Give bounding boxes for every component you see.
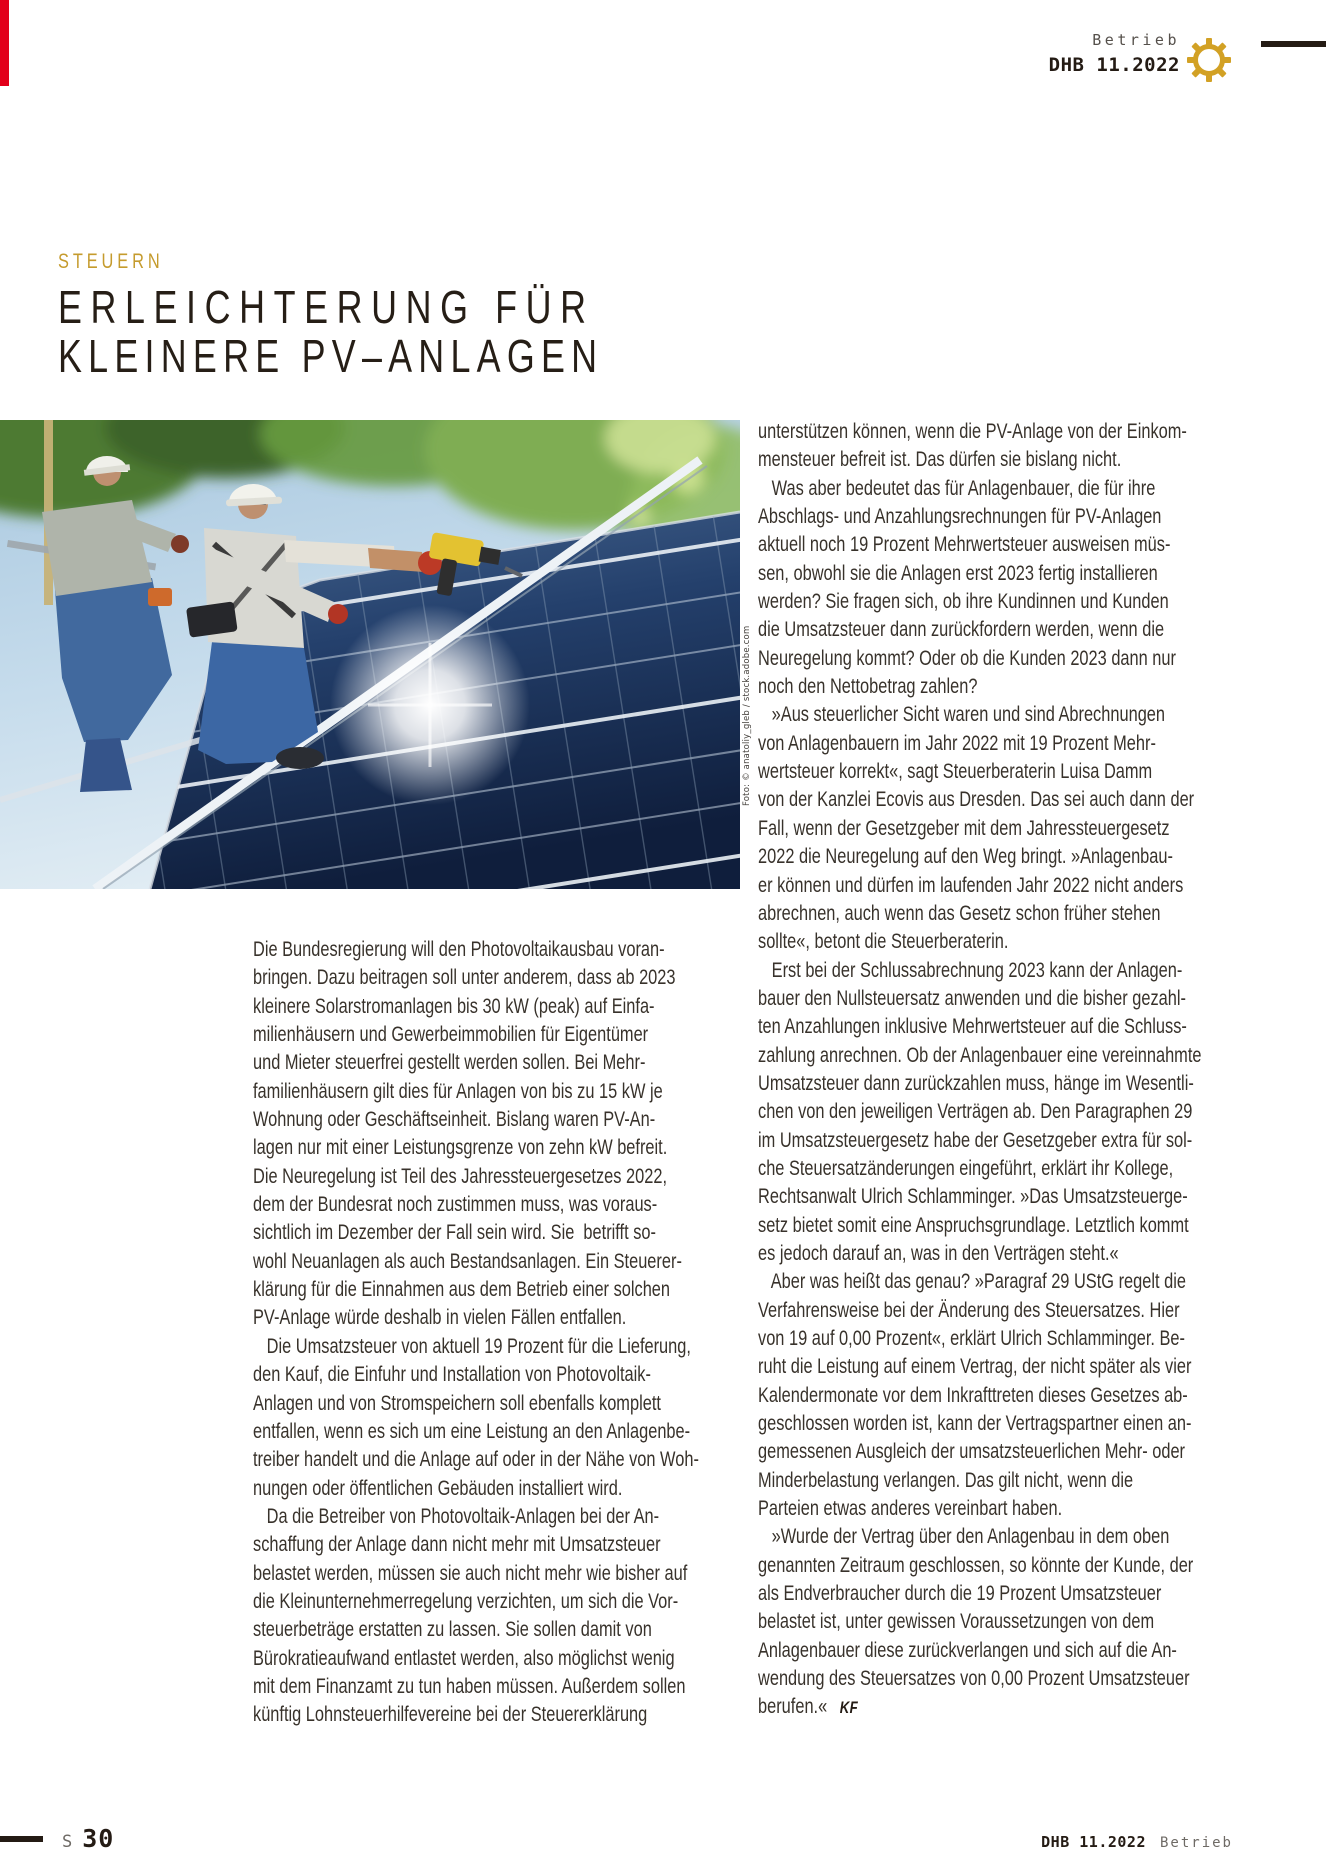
text-line: Anlagen und von Stromspeichern soll ebenfalls komplett (253, 1391, 661, 1415)
text-line: wendung des Steuersatzes von 0,00 Prozent Umsatzsteuer (758, 1667, 1190, 1691)
author-initials: KF (839, 1698, 859, 1718)
text-line: er können und dürfen im laufenden Jahr 2022 nicht anders (758, 873, 1184, 897)
text-line: unterstützen können, wenn die PV-Anlage von der Einkom- (758, 420, 1187, 443)
text-line: künftig Lohnsteuerhilfevereine bei der Steuererklärung (253, 1703, 648, 1727)
text-line: bauer den Nullsteuersatz anwenden und die bisher gezahl- (758, 986, 1186, 1010)
text-line: milienhäusern und Gewerbeimmobilien für Eigentümer (253, 1023, 649, 1047)
text-line (758, 1693, 1242, 1721)
text-line: wohl Neuanlagen als auch Bestandsanlagen. Ein Steuerer- (253, 1249, 682, 1273)
text-line: von 19 auf 0,00 Prozent«, erklärt Ulrich Schlamminger. Be- (758, 1327, 1186, 1350)
text-line: die Kleinunternehmerregelung verzichten, um sich die Vor- (253, 1589, 679, 1613)
text-line: Wohnung oder Geschäftseinheit. Bislang waren PV-An- (253, 1108, 656, 1132)
text-line: ruht die Leistung auf einem Vertrag, der nicht später als vier (758, 1355, 1192, 1379)
text-line: geschlossen worden ist, kann der Vertragspartner einen an- (758, 1412, 1192, 1436)
text-line: sollte«, betont die Steuerberaterin. (758, 930, 1009, 954)
text-line: familienhäusern gilt dies für Anlagen von bis zu 15 kW je (253, 1079, 663, 1103)
header-issue-label: DHB 11.2022 (1048, 54, 1180, 76)
header-section-label: Betrieb (1092, 31, 1180, 49)
text-line: gemessenen Ausgleich der umsatzsteuerlichen Mehr- oder (758, 1440, 1186, 1464)
text-line: Die Neuregelung ist Teil des Jahressteuergesetzes 2022, (253, 1164, 667, 1188)
text-line: Parteien etwas anderes vereinbart haben. (758, 1497, 1063, 1521)
article-photo (0, 420, 740, 889)
text-line: nungen oder öffentlichen Gebäuden installiert wird. (253, 1476, 623, 1500)
text-line: den Kauf, die Einfuhr und Installation von Photovoltaik- (253, 1363, 651, 1387)
text-line: lagen nur mit einer Leistungsgrenze von zehn kW befreit. (253, 1136, 668, 1160)
last-line-text: berufen.« (758, 1695, 828, 1719)
text-line: Was aber bedeutet das für Anlagenbauer, die für ihre (758, 476, 1156, 500)
text-line: Die Bundesregierung will den Photovoltaikausbau voran- (253, 938, 665, 961)
text-line: chen von den jeweiligen Verträgen ab. Den Paragraphen 29 (758, 1100, 1193, 1124)
text-line: setz bietet somit eine Anspruchsgrundlage. Letztlich kommt (758, 1213, 1189, 1237)
text-line: genannten Zeitraum geschlossen, so könnte der Kunde, der (758, 1553, 1194, 1577)
text-line: Aber was heißt das genau? »Paragraf 29 UStG regelt die (758, 1270, 1186, 1294)
text-line: entfallen, wenn es sich um eine Leistung an den Anlagenbe- (253, 1419, 691, 1443)
footer-issue-label: DHB 11.2022 (1041, 1833, 1146, 1851)
text-line: »Wurde der Vertrag über den Anlagenbau in dem oben (758, 1525, 1170, 1549)
footer-page-number (62, 1824, 114, 1853)
text-line: Umsatzsteuer dann zurückzahlen muss, hänge im Wesentli- (758, 1071, 1194, 1095)
text-line: PV-Anlage würde deshalb in vielen Fällen entfallen. (253, 1306, 627, 1330)
text-line: Abschlags- und Anzahlungsrechnungen für PV-Anlagen (758, 505, 1162, 529)
text-line: Erst bei der Schlussabrechnung 2023 kann der Anlagen- (758, 958, 1183, 982)
page-header (1049, 32, 1180, 76)
text-line: Neuregelung kommt? Oder ob die Kunden 2023 dann nur (758, 646, 1176, 670)
text-line: belastet werden, müssen sie auch nicht mehr wie bisher auf (253, 1561, 688, 1585)
text-line: Bürokratieaufwand entlastet werden, also möglichst wenig (253, 1646, 675, 1670)
article-kicker: STEUERN (58, 250, 164, 273)
text-line: werden? Sie fragen sich, ob ihre Kundinnen und Kunden (758, 590, 1169, 614)
footer-rule (0, 1836, 43, 1842)
text-line: es jedoch darauf an, was in den Verträgen steht.« (758, 1241, 1119, 1265)
text-line: bringen. Dazu beitragen soll unter anderem, dass ab 2023 (253, 966, 676, 990)
text-line: Da die Betreiber von Photovoltaik-Anlagen bei der An- (253, 1504, 660, 1528)
text-line: die Umsatzsteuer dann zurückfordern werden, wenn die (758, 618, 1165, 642)
photo-credit: Foto: © anatoliy_gleb / stock.adobe.com (742, 625, 752, 806)
text-line: ten Anzahlungen inklusive Mehrwertsteuer auf die Schluss- (758, 1015, 1187, 1039)
text-line: wertsteuer korrekt«, sagt Steuerberaterin Luisa Damm (758, 760, 1153, 784)
text-line: Die Umsatzsteuer von aktuell 19 Prozent für die Lieferung, (253, 1334, 691, 1358)
text-line: Fall, wenn der Gesetzgeber mit dem Jahressteuergesetz (758, 816, 1170, 840)
text-line: aktuell noch 19 Prozent Mehrwertsteuer ausweisen müs- (758, 533, 1171, 557)
text-line: und Mieter steuerfrei gestellt werden sollen. Bei Mehr- (253, 1051, 646, 1075)
text-line: Kalendermonate vor dem Inkrafttreten dieses Gesetzes ab- (758, 1383, 1188, 1407)
text-line: von der Kanzlei Ecovis aus Dresden. Das sei auch dann der (758, 788, 1195, 812)
footer-page-prefix: S (62, 1832, 74, 1852)
footer-section-label: Betrieb (1159, 1835, 1233, 1851)
text-line: von Anlagenbauern im Jahr 2022 mit 19 Prozent Mehr- (758, 731, 1156, 755)
text-line: sichtlich im Dezember der Fall sein wird. Sie betrifft so- (253, 1221, 656, 1245)
gear-icon (1186, 37, 1232, 83)
article-title (58, 283, 603, 380)
column-lines (758, 418, 1242, 1693)
text-line: zahlung anrechnen. Ob der Anlagenbauer eine vereinnahmte (758, 1043, 1202, 1067)
header-rule (1261, 41, 1326, 47)
text-line: als Endverbraucher durch die 19 Prozent Umsatzsteuer (758, 1582, 1162, 1606)
text-line: klärung für die Einnahmen aus dem Betrieb einer solchen (253, 1278, 671, 1302)
article-column-right (758, 418, 1242, 1722)
text-line: sen, obwohl sie die Anlagen erst 2023 fertig installieren (758, 561, 1158, 585)
text-line: Anlagenbauer diese zurückverlangen und sich auf die An- (758, 1638, 1177, 1662)
text-line: Verfahrensweise bei der Änderung des Steuersatzes. Hier (758, 1298, 1180, 1322)
text-line: mit dem Finanzamt zu tun haben müssen. Außerdem sollen (253, 1674, 686, 1698)
text-line: steuerbeträge erstatten zu lassen. Sie sollen damit von (253, 1618, 652, 1642)
solar-installation-illustration (0, 420, 740, 889)
text-line: kleinere Solarstromanlagen bis 30 kW (peak) auf Einfa- (253, 994, 655, 1018)
text-line: mensteuer befreit ist. Das dürfen sie bislang nicht. (758, 448, 1122, 472)
text-line: »Aus steuerlicher Sicht waren und sind Abrechnungen (758, 703, 1166, 727)
text-line: Rechtsanwalt Ulrich Schlamminger. »Das Umsatzsteuerge- (758, 1185, 1188, 1209)
text-line: schaffung der Anlage dann nicht mehr mit Umsatzsteuer (253, 1533, 661, 1557)
text-line: im Umsatzsteuergesetz habe der Gesetzgeber extra für sol- (758, 1128, 1193, 1152)
column-lines (253, 936, 737, 1730)
text-line: Minderbelastung verlangen. Das gilt nicht, wenn die (758, 1468, 1134, 1492)
article-column-left (253, 936, 737, 1730)
text-line: treiber handelt und die Anlage auf oder in der Nähe von Woh- (253, 1448, 699, 1472)
text-line: 2022 die Neuregelung auf den Weg bringt. »Anlagenbau- (758, 845, 1173, 869)
article-title-line2: KLEINERE PV–ANLAGEN (58, 329, 604, 382)
text-line: dem der Bundesrat noch zustimmen muss, was voraus- (253, 1193, 658, 1217)
section-color-bar (0, 0, 9, 86)
footer-issue-section (1041, 1833, 1233, 1851)
text-line: abrechnen, auch wenn das Gesetz schon früher stehen (758, 901, 1161, 925)
text-line: noch den Nettobetrag zahlen? (758, 675, 978, 699)
text-line: belastet ist, unter gewissen Voraussetzungen von dem (758, 1610, 1155, 1634)
article-title-line1: ERLEICHTERUNG FÜR (58, 281, 595, 333)
footer-page-value: 30 (82, 1824, 115, 1853)
text-line: che Steuersatzänderungen eingeführt, erklärt ihr Kollege, (758, 1156, 1174, 1180)
